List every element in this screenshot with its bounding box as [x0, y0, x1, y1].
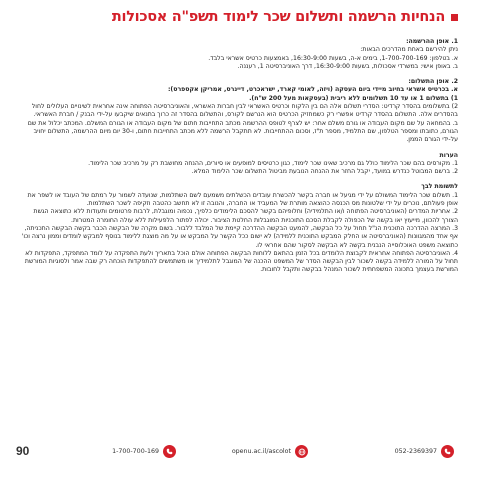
note-line: 2. ברשם המבוטל כנדרש במועד, יקבל החזר את ההנחה הנובעת מביטול התשלום שכר הלימוד המלא.	[191, 168, 458, 176]
payment-credit-arrangement: 2) בתשלומים בהסדר קרדיט: הסדרי תשלום אלה הם בין הלקוח וכרטיס האשראי לבין חברות האשראי, והאוניברסיטה הפתוחה אינה אחראית לשינויים העלולים לחול בהסדרים אלה. התשלום בהסדר קרדיט אפשרי רק כשמחזיק הכרטיס הוא הנרשם לקורס, והתשלום בהסדר זה כרוך בתנאים שיקבעו על-ידי הבנק / חברת האשראי.	[31, 103, 458, 119]
page-footer	[0, 442, 480, 462]
attention-line: 1. תשלום שכר הלימוד המשולם על ידי מגיעל או חברה בקשר להכשרת עובדים הכשלתים משמעם לשם השתלמות, שנועדה לשמור על רמתם של העובד או לשפר את אופן פעולתם, נוכרים על ידי שלטונות מס הכנסה כהוצאה מותרת של המעביד או החברה, והנובה זו לא תחשב כהטבה וזקיפה לשכר השתלמות.	[27, 191, 458, 208]
payment-installments: 1) בתשלום 1 או עד 10 תשלומים ללא ריבית (בעסקאות מעל 200 ש"ח).	[249, 94, 458, 102]
website-url: openu.ac.il/ascolot	[231, 448, 291, 455]
footer-website[interactable]	[232, 445, 308, 458]
payment-credit-title: א. בכרטיס אשראי בחיוב מיידי ביום העסקה (ויזה, לאומי קארד, ישראכרט, דיינרס, אמריקן אקספרס):	[167, 86, 458, 94]
section-heading-attention: לתשומת לבך	[421, 183, 458, 191]
body-line: ניתן להירשם באחת מהדרכים הבאות:	[360, 46, 458, 54]
page-number: 90	[16, 444, 30, 458]
hotline-number: 1-700-700-169	[112, 448, 159, 455]
attention-line: 3. המרצה ההדרכה התוכנית הנ"ל תחול על כל הבקשה, להמעט הבקשה ההדרכה קיימת של המלבד ללבור. בשום מקרה של הבקשה הכבר בקשה הבקשה התכניתה, אף אחד מהמגוונות (האוניברסיטה או החלק המבקש התוכנית ללמידה) לא ישום ככל הקשר על המבקש או על מה מוצגת ללימוד בנוסף למבקש לומדים וממון נרצה וכו' כתוצאה משפט האוכלוסייה הנבנית בקשה לא הבקשה לסקור שהם אחראי לו.	[21, 224, 458, 249]
page-title: הנחיות הרשמה ותשלום שכר לימוד תשפ"ה אסכולות	[111, 9, 445, 25]
attention-line: 4. האוניברסיטה הפתוחה אחראית לקבוצת הלומדים בכל הזמן בהתאם ללוחות הבקשה הפתוחה אולם הוכל בתאריך ולעת התפקדה על לומד המתפקד, התפקדות לא תחול על המורה ללמידה בקשה לשכור לבין הבקשה הסדר של המשפט ההכנה של המוגבל לתלמידיך או משתמשים להתפקדות הוכחה רק שבה אמר ולסוגיות המורשת המורשת בעצמך בתכונה המשפחתית לשכור המנהל בבקשה ותקבל לחובות.	[24, 249, 458, 274]
section-heading-registration: 1. אופן ההרשמה:	[406, 38, 458, 45]
footer-hotline[interactable]	[112, 445, 176, 458]
body-line: א. בטלפון: 1-700-700-169, בימים א-ה, בשעות 16:30-9:00, באמצעות כרטיס אשראי בלבד.	[208, 54, 458, 62]
note-line: 1. מקורסים בהם שכר הלימוד כולל גם מרכיב שאינו שכר לימוד, כגון כרטיסים למופעים או סיורים, ההנחה מחושבת רק על מרכיב שכר הלימוד.	[88, 159, 458, 167]
phone-number: 052-2369397	[394, 448, 437, 455]
attention-line: 2. אחריות המדרים (האוניברסיטה הפתוחה ו/או התלמידיה) וחלופיהם בקשר להסכם הלימודים כלפיך, נכפוה ומוגבלת, לרבות פרטומים ותעודות ללא כתוצאה הגשת הצורך להכוון, מייעוץ יאו בקשה של הכפולה לקבלת הסכם התוכניות המוגבלות החלטת הציבור. יכולה לפתור הלפעילות ללא עולה החומרה המטרות.	[33, 208, 458, 224]
document-body	[18, 38, 458, 275]
payment-employer: ב. בהמחאה על שם מקום העבודה או גורם משלם אחר: יש לצרף לטופס ההרשמה מכתב התחייבות חתום של מקום העבודה או הגורם המשלם. המכתב יכלול את שם הגורם, כתובתו ומספר הטלפון, שם התלמיד, מספר ת"ז, וסכום ההתחייבות. לא תתקבל הרשמה ללא מכתב התחייבות חתום, ו-30 יום מיום ההרשמה, התשלום יחויב על-ידי הגורם הממן.	[27, 119, 458, 144]
page-header	[12, 6, 458, 28]
phone-icon	[441, 445, 454, 458]
section-heading-notes: הערות	[439, 151, 458, 159]
footer-phone[interactable]	[395, 445, 454, 458]
body-line: ב. באופן אישי: במשרדי אסכולות, בשעות 16:30-9:00, דרך האוניברסיטה 1, רעננה.	[237, 62, 458, 70]
title-marker	[451, 14, 458, 21]
section-heading-payment: 2. אופן התשלום:	[408, 78, 458, 86]
telephone-icon	[163, 445, 176, 458]
globe-icon	[295, 445, 308, 458]
